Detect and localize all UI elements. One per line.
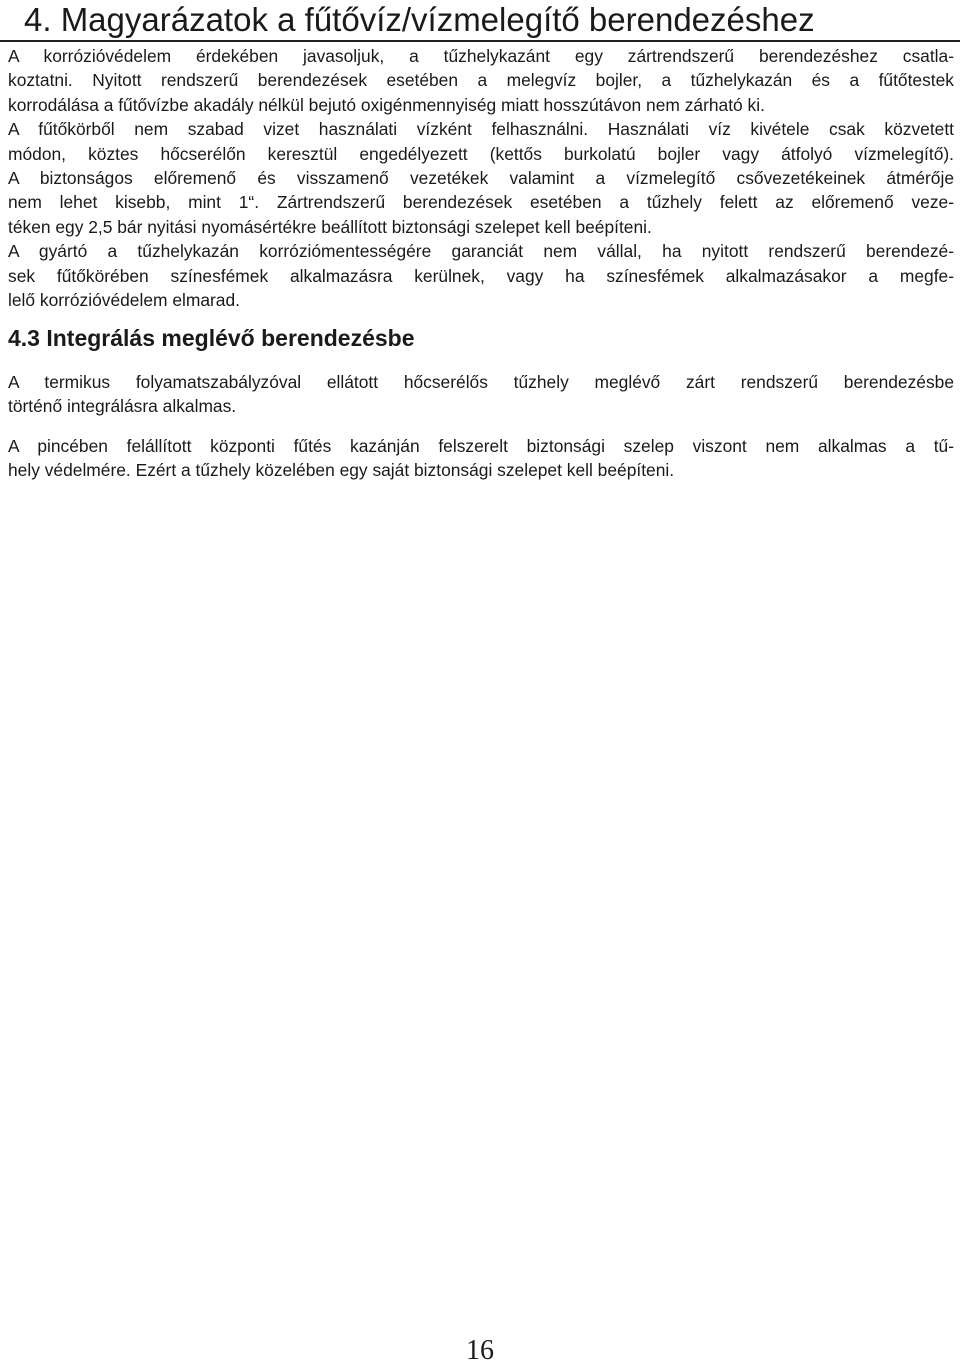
- section-heading: 4.3 Integrálás meglévő berendezésbe: [8, 325, 415, 351]
- text-line: lelő korrózióvédelem elmarad.: [8, 290, 240, 311]
- text-line: nem lehet kisebb, mint 1“. Zártrendszerű berendezések esetében a tűzhely felett az előremenő veze-: [8, 192, 954, 213]
- text-line: sek fűtőkörében színesfémek alkalmazásra kerülnek, vagy ha színesfémek alkalmazásakor a megfe-: [8, 265, 954, 286]
- heading-bar: [0, 0, 960, 42]
- page-number: 16: [466, 1335, 494, 1366]
- text-line: A biztonságos előremenő és visszamenő vezetékek valamint a vízmelegítő csővezetékeinek átmérője: [8, 168, 954, 189]
- text-line: téken egy 2,5 bár nyitási nyomásértékre beállított biztonsági szelepet kell beépíteni.: [8, 216, 652, 237]
- text-line: hely védelmére. Ezért a tűzhely közelében egy saját biztonsági szelepet kell beépíteni.: [8, 460, 675, 481]
- paragraph-safety-valve: [8, 434, 954, 483]
- chapter-title: 4. Magyarázatok a fűtővíz/vízmelegítő berendezéshez: [24, 1, 815, 38]
- text-line: módon, köztes hőcserélőn keresztül engedélyezett (kettős burkolatú bojler vagy átfolyó vízmelegítő).: [8, 143, 954, 164]
- text-line: A pincében felállított központi fűtés kazánján felszerelt biztonsági szelep viszont nem alkalmas a tű-: [8, 436, 954, 456]
- text-line: A korrózióvédelem érdekében javasoljuk, a tűzhelykazánt egy zártrendszerű berendezéshez csatla-: [8, 46, 954, 66]
- paragraph-explanations: [8, 44, 954, 312]
- text-line: korrodálása a fűtővízbe akadály nélkül bejutó oxigénmennyiség miatt hosszútávon nem zárható ki.: [8, 94, 765, 115]
- text-line: történő integrálásra alkalmas.: [8, 396, 237, 417]
- text-line: A termikus folyamatszabályzóval ellátott hőcserélős tűzhely meglévő zárt rendszerű berendezésbe: [8, 372, 954, 392]
- text-line: A fűtőkörből nem szabad vizet használati vízként felhasználni. Használati víz kivétele csak közvetett: [8, 119, 954, 140]
- paragraph-integration: [8, 370, 954, 419]
- text-line: A gyártó a tűzhelykazán korróziómentességére garanciát nem vállal, ha nyitott rendszerű berendezé-: [8, 241, 954, 262]
- text-line: koztatni. Nyitott rendszerű berendezések esetében a melegvíz bojler, a tűzhelykazán és a fűtőtestek: [8, 70, 954, 91]
